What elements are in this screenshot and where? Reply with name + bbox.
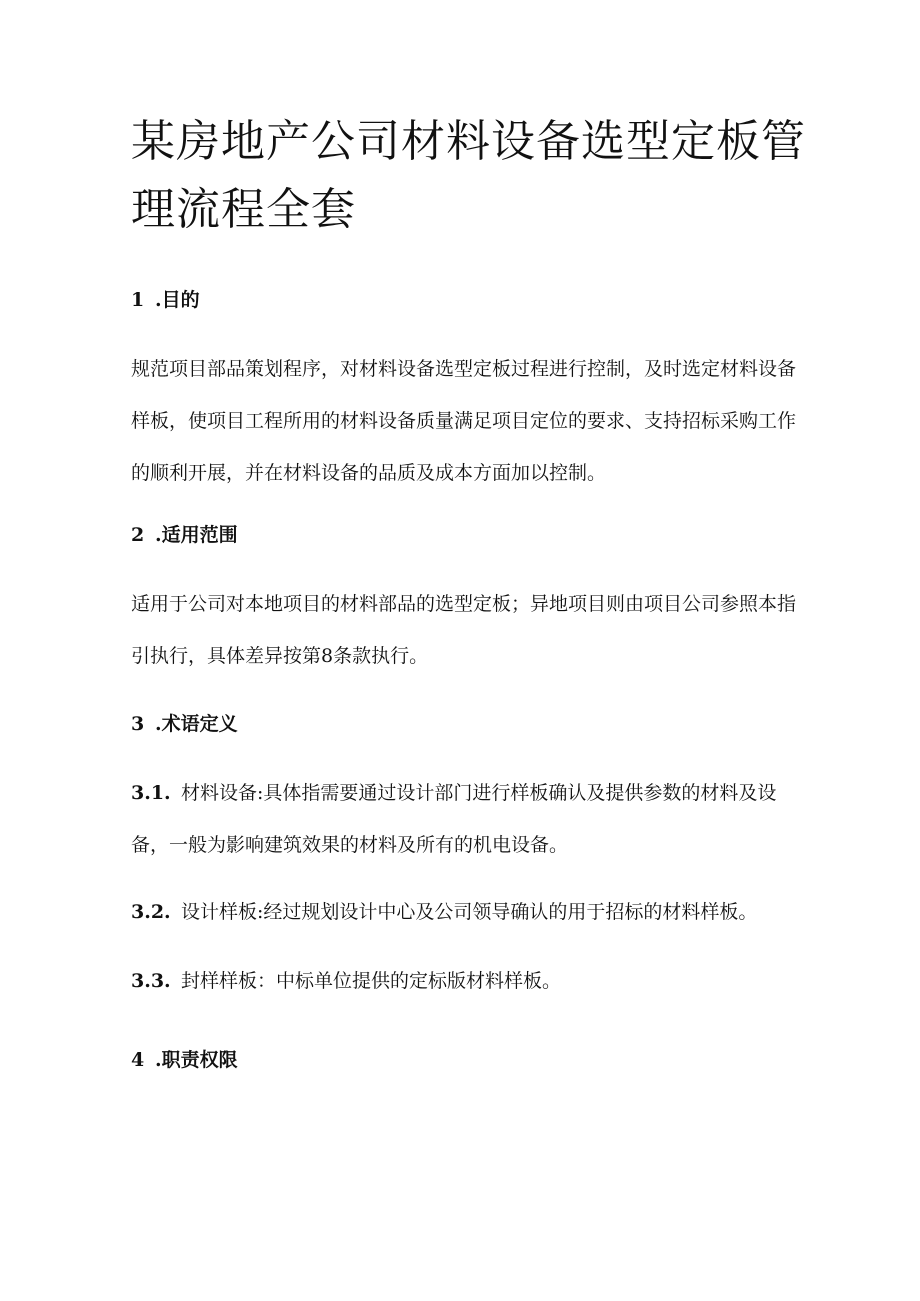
- section-number: 2: [131, 524, 145, 546]
- section-body-purpose: 规范项目部品策划程序，对材料设备选型定板过程进行控制，及时选定材料设备样板，使项目工程所用的材料设备质量满足项目定位的要求、支持招标采购工作的顺利开展，并在材料设备的品质及成本方面加以控制。: [131, 358, 797, 484]
- section-title: .术语定义: [155, 713, 238, 735]
- definition-text: 封样样板：中标单位提供的定标版材料样板。: [181, 970, 562, 992]
- section-heading-purpose: [131, 287, 200, 313]
- section-heading-responsibilities: [131, 1047, 238, 1073]
- definition-item: [131, 886, 811, 938]
- section-number: 3: [131, 713, 145, 735]
- section-number: 4: [131, 1049, 145, 1071]
- section-number: 1: [131, 289, 145, 311]
- section-title: .适用范围: [155, 524, 238, 546]
- definition-item: [131, 955, 811, 1007]
- section-heading-definitions: [131, 711, 238, 737]
- definition-number: 3.1.: [131, 782, 171, 804]
- definition-number: 3.2.: [131, 901, 171, 923]
- section-title: .目的: [155, 289, 200, 311]
- section-body-scope: 适用于公司对本地项目的材料部品的选型定板；异地项目则由项目公司参照本指引执行，具体差异按第8条款执行。: [131, 593, 797, 667]
- section-heading-scope: [131, 522, 238, 548]
- definition-text: 设计样板:经过规划设计中心及公司领导确认的用于招标的材料样板。: [181, 901, 758, 923]
- definition-number: 3.3.: [131, 970, 171, 992]
- definition-text: 材料设备:具体指需要通过设计部门进行样板确认及提供参数的材料及设备，一般为影响建筑效果的材料及所有的机电设备。: [131, 782, 777, 856]
- section-title: .职责权限: [155, 1049, 238, 1071]
- document-title: 某房地产公司材料设备选型定板管理流程全套: [131, 116, 806, 235]
- definition-item: [131, 767, 811, 871]
